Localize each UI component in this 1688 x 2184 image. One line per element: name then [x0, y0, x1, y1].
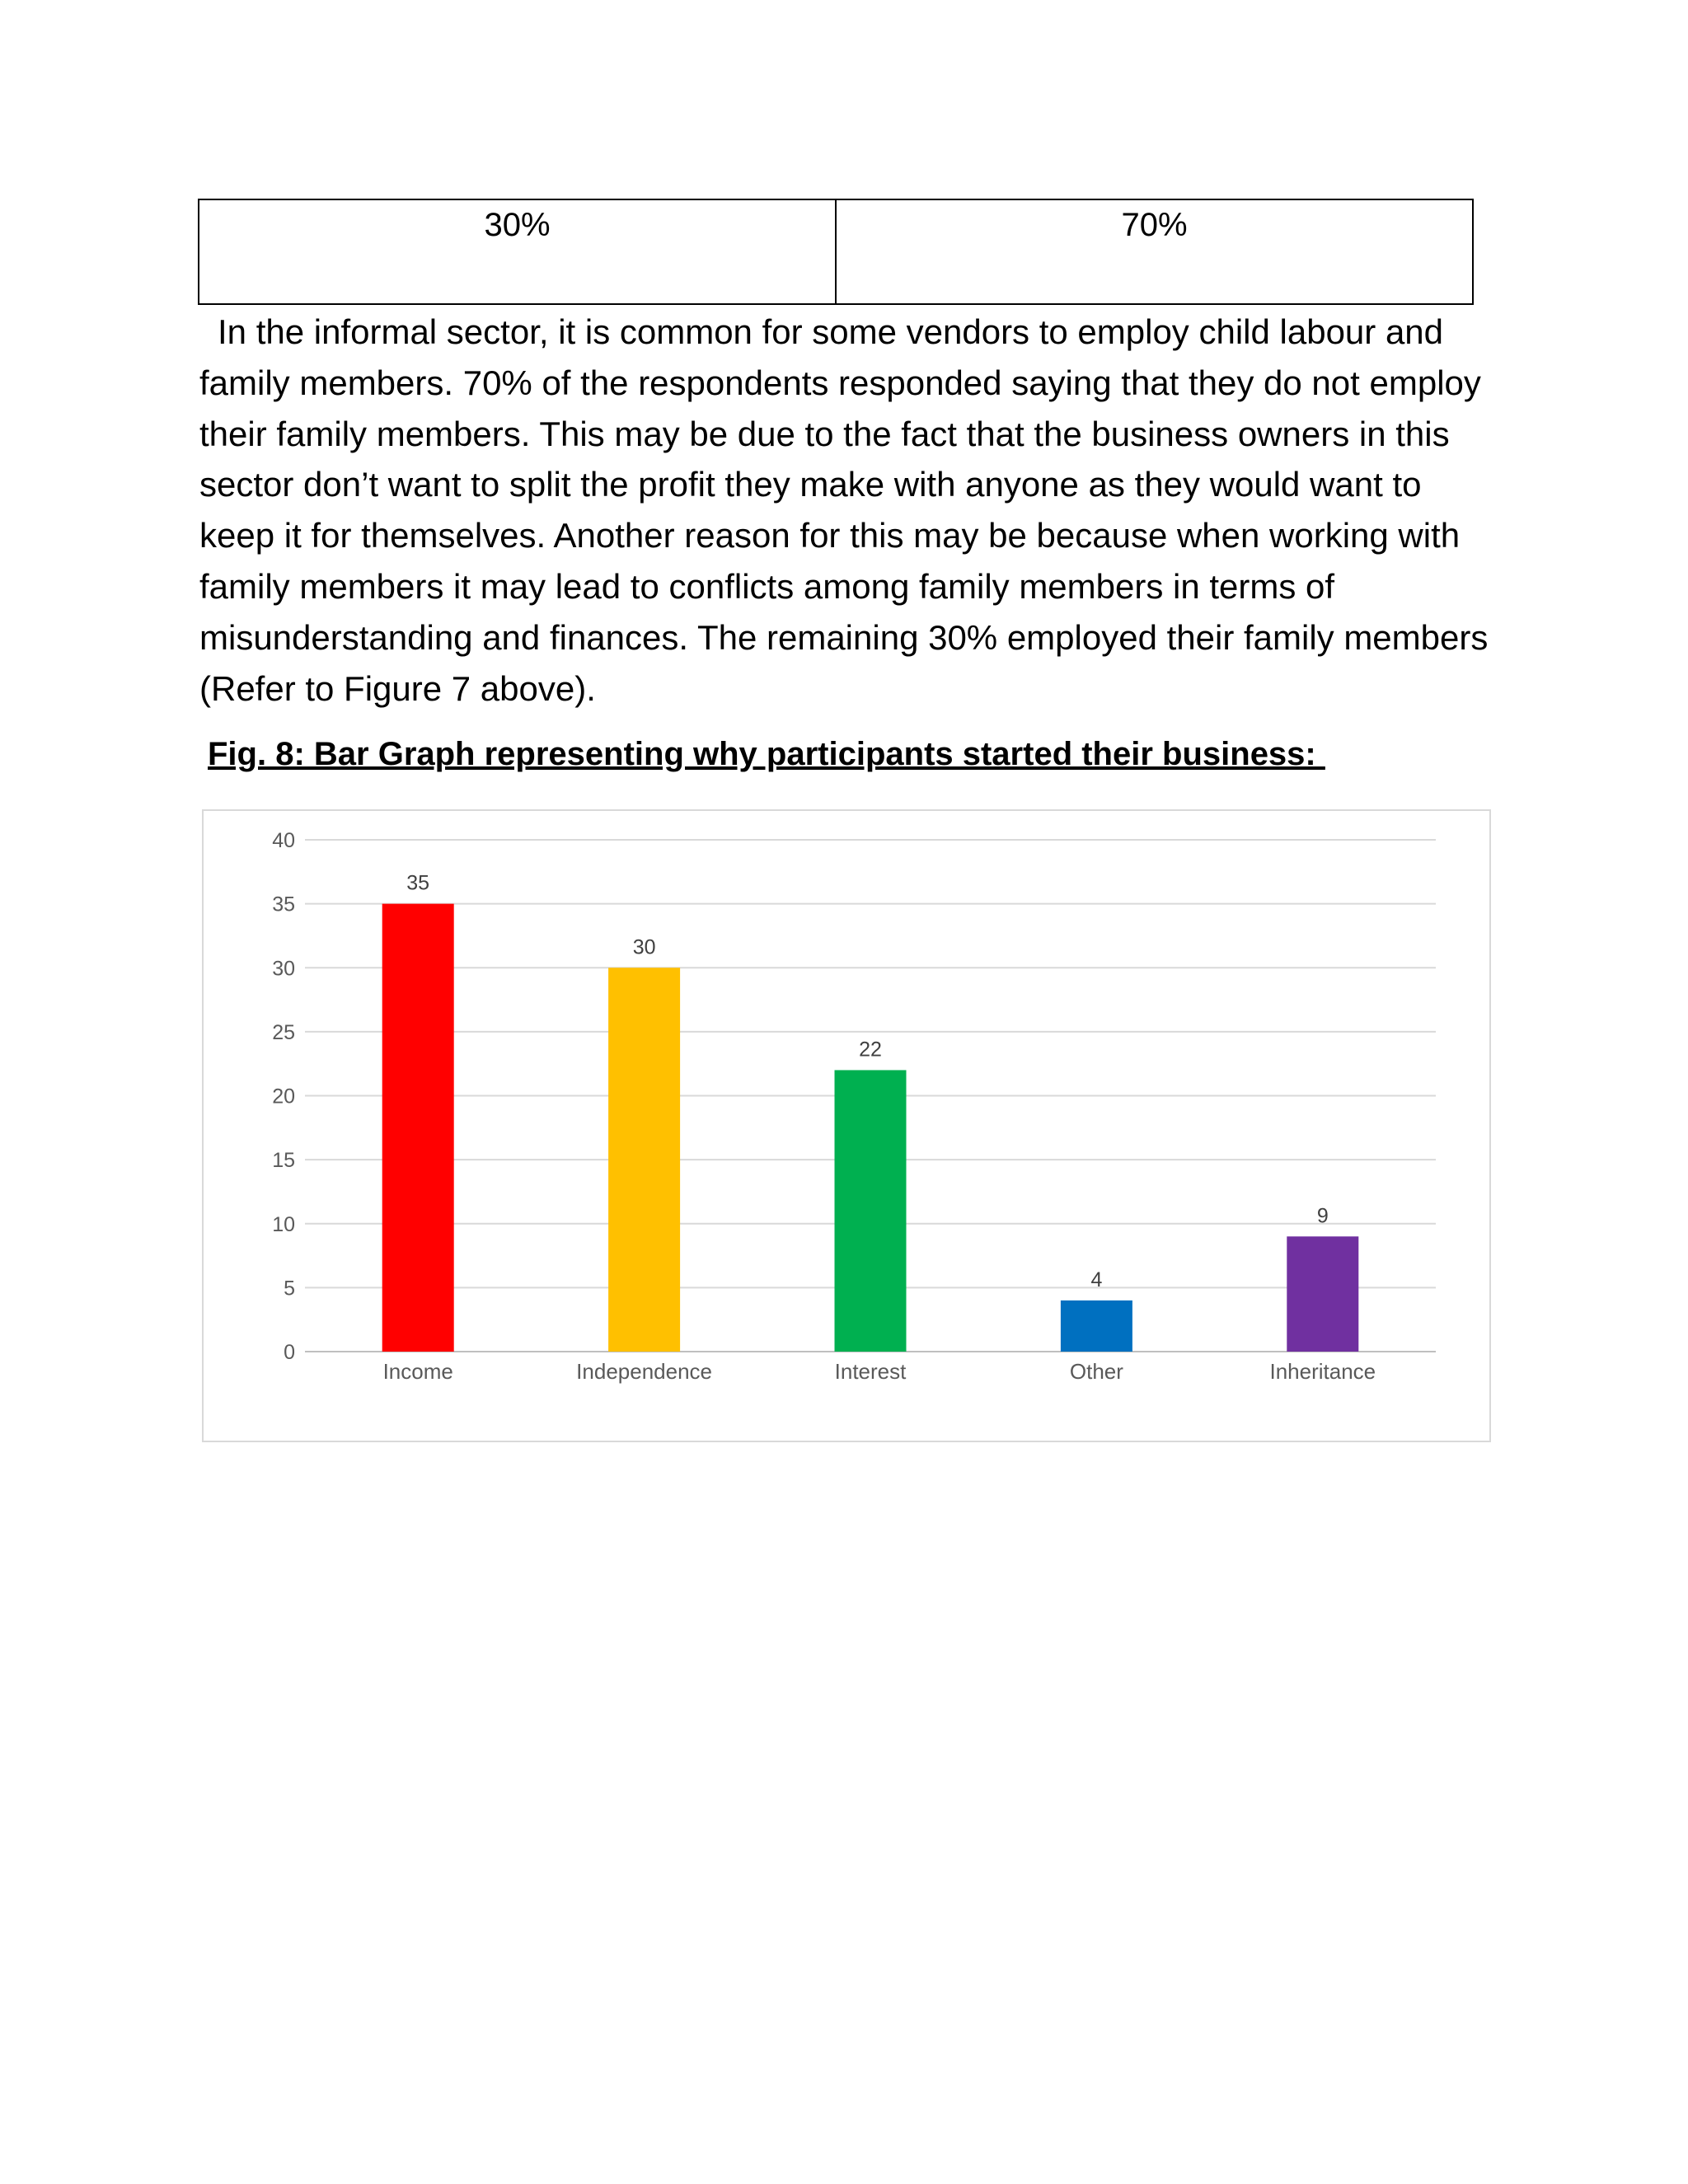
y-tick-label: 20 — [272, 1085, 295, 1108]
y-tick-label: 5 — [284, 1277, 295, 1301]
body-paragraph — [199, 307, 1502, 714]
figure-caption: Fig. 8: Bar Graph representing why participants started their business: — [208, 736, 1325, 772]
data-label: 35 — [406, 871, 430, 895]
data-label: 30 — [632, 935, 656, 959]
x-category-label: Inheritance — [1269, 1359, 1376, 1384]
table-cell-employ-family: 30% — [199, 199, 836, 304]
table-row — [199, 199, 1473, 304]
percentage-table — [198, 199, 1474, 305]
bar-inheritance — [1287, 1236, 1358, 1352]
bar-chart-svg — [204, 811, 1489, 1441]
x-category-label: Interest — [834, 1359, 907, 1384]
y-tick-label: 25 — [272, 1020, 295, 1044]
y-tick-label: 40 — [272, 829, 295, 852]
x-category-label: Income — [382, 1359, 453, 1384]
data-label: 22 — [859, 1038, 882, 1062]
bar-independence — [608, 968, 680, 1352]
x-category-label: Independence — [576, 1359, 713, 1384]
y-tick-label: 15 — [272, 1149, 295, 1173]
bar-interest — [835, 1070, 907, 1352]
bar-chart — [202, 809, 1491, 1442]
y-tick-label: 35 — [272, 893, 295, 916]
bar-income — [382, 904, 454, 1352]
table-cell-not-employ-family: 70% — [836, 199, 1473, 304]
y-tick-label: 30 — [272, 957, 295, 981]
body-paragraph-text: In the informal sector, it is common for some vendors to employ child labour and family members. 70% of the respondents responded saying that they do not employ their family members. This may be due to the fact that the business owners in this sector don’t want to split the profit they make with anyone as they would want to keep it for themselves. Another reason for this may be because when working with family members it may lead to conflicts among family members in terms of misunderstanding and finances. The remaining 30% employed their family members (Refer to Figure 7 above). — [199, 312, 1489, 708]
data-label: 4 — [1090, 1268, 1103, 1291]
data-label: 9 — [1316, 1204, 1329, 1228]
y-tick-label: 10 — [272, 1212, 295, 1236]
x-category-label: Other — [1069, 1359, 1123, 1384]
bar-other — [1061, 1301, 1132, 1352]
y-tick-label: 0 — [284, 1341, 295, 1364]
